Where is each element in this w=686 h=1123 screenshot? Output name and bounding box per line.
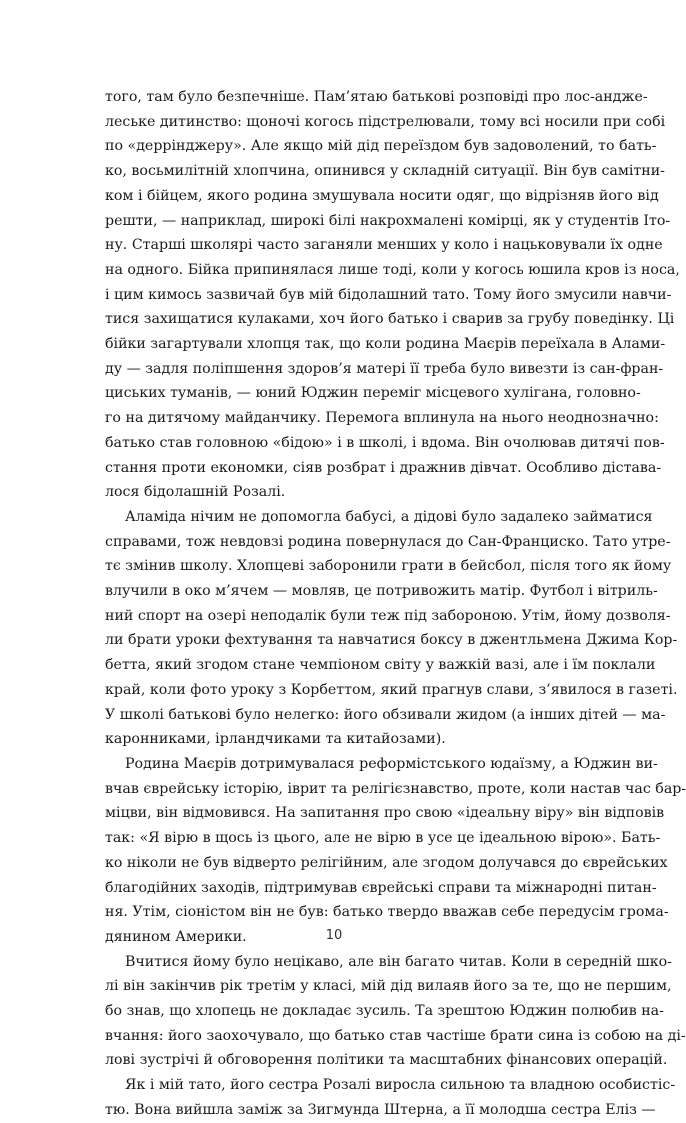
text-line: лі він закінчив рік третім у класі, мій дід вилаяв його за те, що не першим, [105,978,672,995]
text-line: і цим кимось зазвичай був мій бідолашний тато. Тому його змусили навчи- [105,286,672,303]
text-line: так: «Я вірю в щось із цього, але не вірю в усе це ідеальною вірою». Бать- [105,830,661,847]
text-line: леське дитинство: щоночі когось підстрелювали, тому всі носили при собі [105,113,666,130]
text-line: батько став головною «бідою» і в школі, і вдома. Він очолював дитячі пов- [105,434,665,451]
text-line: ду — задля поліпшення здоров’я матері її треба було вивезти із сан-фран- [105,360,664,377]
text-line: Родина Маєрів дотримувалася реформістського юдаїзму, а Юджин ви- [125,755,658,772]
text-line: У школі батькові було нелегко: його обзивали жидом (а інших дітей — ма- [105,706,666,723]
text-line: ко ніколи не був відверто релігійним, але згодом долучався до єврейських [105,854,668,871]
text-line: каронниками, ірландчиками та китайозами). [105,731,446,748]
text-line: справами, тож невдовзі родина повернулася до Сан-Франциско. Тато утре- [105,533,671,550]
text-line: влучили в око м’ячем — мовляв, це потривожить матір. Футбол і вітриль- [105,583,658,600]
text-line: ну. Старші школярі часто заганяли менших у коло і нацьковували їх одне [105,237,663,254]
text-line: тє змінив школу. Хлопцеві заборонили грати в бейсбол, після того як йому [105,558,672,575]
text-line: тю. Вона вийшла заміж за Зигмунда Штерна, а її молодша сестра Еліз — [105,1101,656,1118]
text-line: бійки загартували хлопця так, що коли родина Маєрів переїхала в Алами- [105,336,666,353]
text-line: вчав єврейську історію, іврит та релігієзнавство, проте, коли настав час бар- [105,780,686,797]
text-line: тися захищатися кулаками, хоч його батько і сварив за грубу поведінку. Ці [105,311,675,328]
text-line: Вчитися йому було нецікаво, але він багато читав. Коли в середній шко- [125,953,672,970]
text-line: циських туманів, — юний Юджин переміг місцевого хулігана, головно- [105,385,641,402]
text-line: лося бідолашній Розалі. [105,484,286,501]
text-line: того, там було безпечніше. Пам’ятаю батькові розповіді про лос-андже- [105,89,648,105]
text-line: Як і мій тато, його сестра Розалі виросла сильною та владною особистіс- [125,1077,676,1094]
text-line: край, коли фото уроку з Корбеттом, який прагнув слави, з’явилося в газеті. [105,681,678,698]
text-line: дянином Америки. [105,928,247,945]
text-line: ний спорт на озері неподалік були теж під забороною. Утім, йому дозволя- [105,607,671,624]
text-line: благодійних заходів, підтримував єврейські справи та міжнародні питан- [105,879,657,896]
text-line: стання проти економки, сіяв розбрат і дражнив дівчат. Особливо дістава- [105,459,662,476]
text-line: ко, восьмилітній хлопчина, опинився у складній ситуації. Він був самітни- [105,163,665,180]
text-line: по «деррінджеру». Але якщо мій дід переїздом був задоволений, то бать- [105,138,657,155]
text-line: бетта, який згодом стане чемпіоном світу у важкій вазі, але і їм поклали [105,657,656,674]
text-line: лові зустрічі й обговорення політики та масштабних фінансових операцій. [105,1052,668,1069]
text-line: вчання: його заохочувало, що батько став частіше брати сина із собою на ді- [105,1027,686,1044]
text-line: решти, — наприклад, широкі білі накрохмалені комірці, як у студентів Іто- [105,212,671,229]
text-line: міцви, він відмовився. На запитання про свою «ідеальну віру» він відповів [105,805,665,822]
page-number: 10 [325,928,343,943]
text-line: ком і бійцем, якого родина змушувала носити одяг, що відрізняв його від [105,187,659,204]
text-line: го на дитячому майданчику. Перемога вплинула на нього неоднозначно: [105,410,659,427]
text-line: бо знав, що хлопець не докладає зусиль. Та зрештою Юджин полюбив на- [105,1003,664,1020]
text-line: на одного. Бійка припинялася лише тоді, коли у когось юшила кров із носа, [105,261,680,278]
text-line: Аламіда нічим не допомогла бабусі, а дідові було задалеко займатися [125,508,653,525]
body-text [105,85,686,1123]
text-line: ли брати уроки фехтування та навчатися боксу в джентльмена Джима Кор- [105,632,678,649]
text-line: ня. Утім, сіоністом він не був: батько твердо вважав себе передусім грома- [105,904,669,921]
